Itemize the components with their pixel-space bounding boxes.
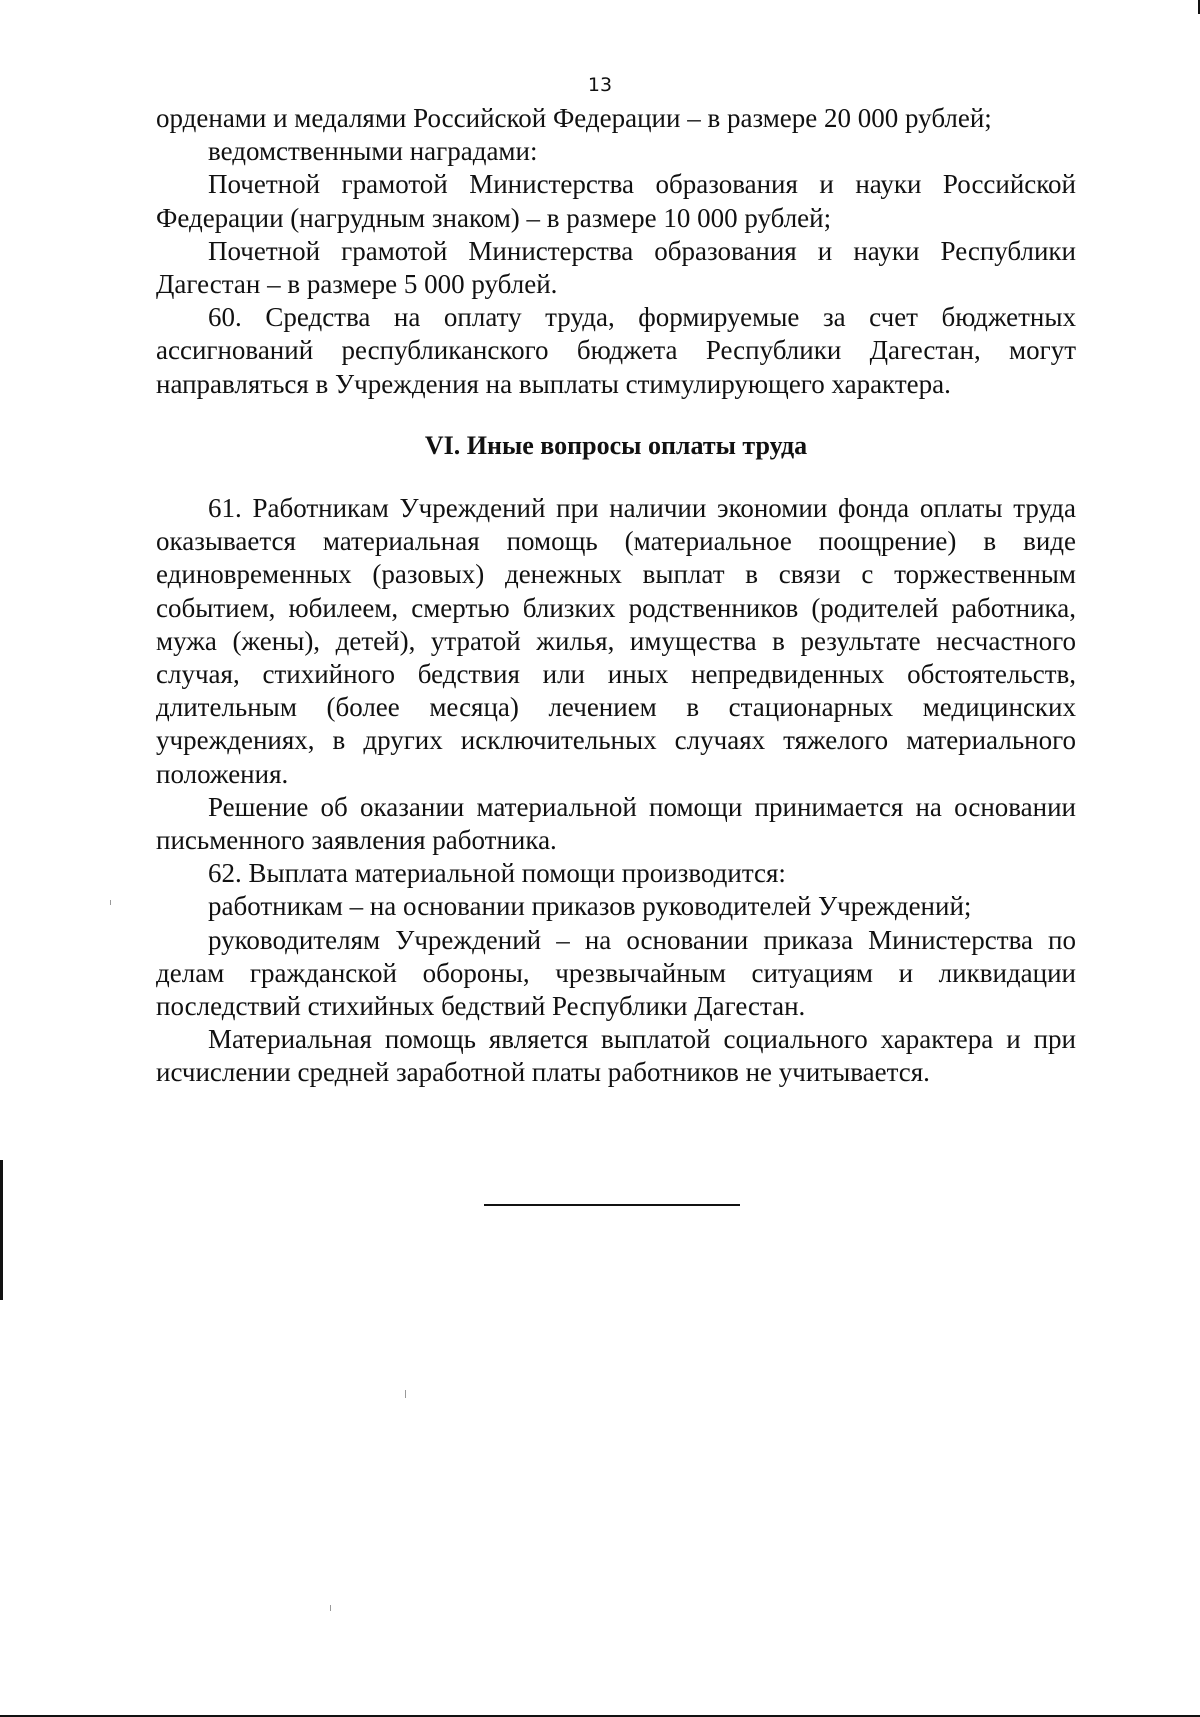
paragraph-rf-ministry-certificate: Почетной грамотой Министерства образования и науки Российской Федерации (нагрудным знаком) – в размере 10 000 рублей; bbox=[156, 169, 1076, 233]
scan-edge-mark bbox=[0, 1160, 3, 1300]
paragraph-heads: руководителям Учреждений – на основании приказа Министерства по делам гражданской обороны, чрезвычайным ситуациям и ликвидации последствий стихийных бедствий Республики Дагестан. bbox=[156, 924, 1076, 1022]
paragraph-decision: Решение об оказании материальной помощи принимается на основании письменного заявления работника. bbox=[156, 791, 1076, 856]
end-of-text-rule bbox=[484, 1204, 740, 1206]
section-heading: VI. Иные вопросы оплаты труда bbox=[424, 430, 808, 460]
document-body bbox=[156, 102, 1076, 1090]
paragraph-item-61: 61. Работникам Учреждений при наличии экономии фонда оплаты труда оказывается материальная помощь (материальное поощрение) в виде единовременных (разовых) денежных выплат в связи с торжественным событием, юбилеем, смертью близких родственников (родителей работника, мужа (жены), детей), утратой жилья, имущества в результате несчастного случая, стихийного бедствия или иных непредвиденных обстоятельств, длительным (более месяца) лечением в стационарных медицинских учреждениях, в других исключительных случаях тяжелого материального положения. bbox=[156, 493, 1076, 789]
scan-speck bbox=[110, 900, 111, 905]
scan-speck bbox=[405, 1390, 406, 1398]
page-number: 13 bbox=[587, 74, 613, 96]
scan-speck bbox=[330, 1605, 331, 1611]
paragraph-social-payment: Материальная помощь является выплатой социального характера и при исчислении средней заработной платы работников не учитывается. bbox=[156, 1024, 1076, 1088]
paragraph-rd-ministry-certificate: Почетной грамотой Министерства образования и науки Республики Дагестан – в размере 5 000 рублей. bbox=[156, 235, 1076, 300]
paragraph-orders-amount: орденами и медалями Российской Федерации – в размере 20 000 рублей; bbox=[156, 103, 992, 133]
paragraph-item-62: 62. Выплата материальной помощи производится: bbox=[208, 858, 786, 889]
paragraph-item-60: 60. Средства на оплату труда, формируемые за счет бюджетных ассигнований республиканского бюджета Республики Дагестан, могут направляться в Учреждения на выплаты стимулирующего характера. bbox=[156, 302, 1076, 399]
paragraph-departmental-awards: ведомственными наградами: bbox=[208, 136, 538, 167]
paragraph-employees: работникам – на основании приказов руководителей Учреждений; bbox=[208, 891, 972, 922]
